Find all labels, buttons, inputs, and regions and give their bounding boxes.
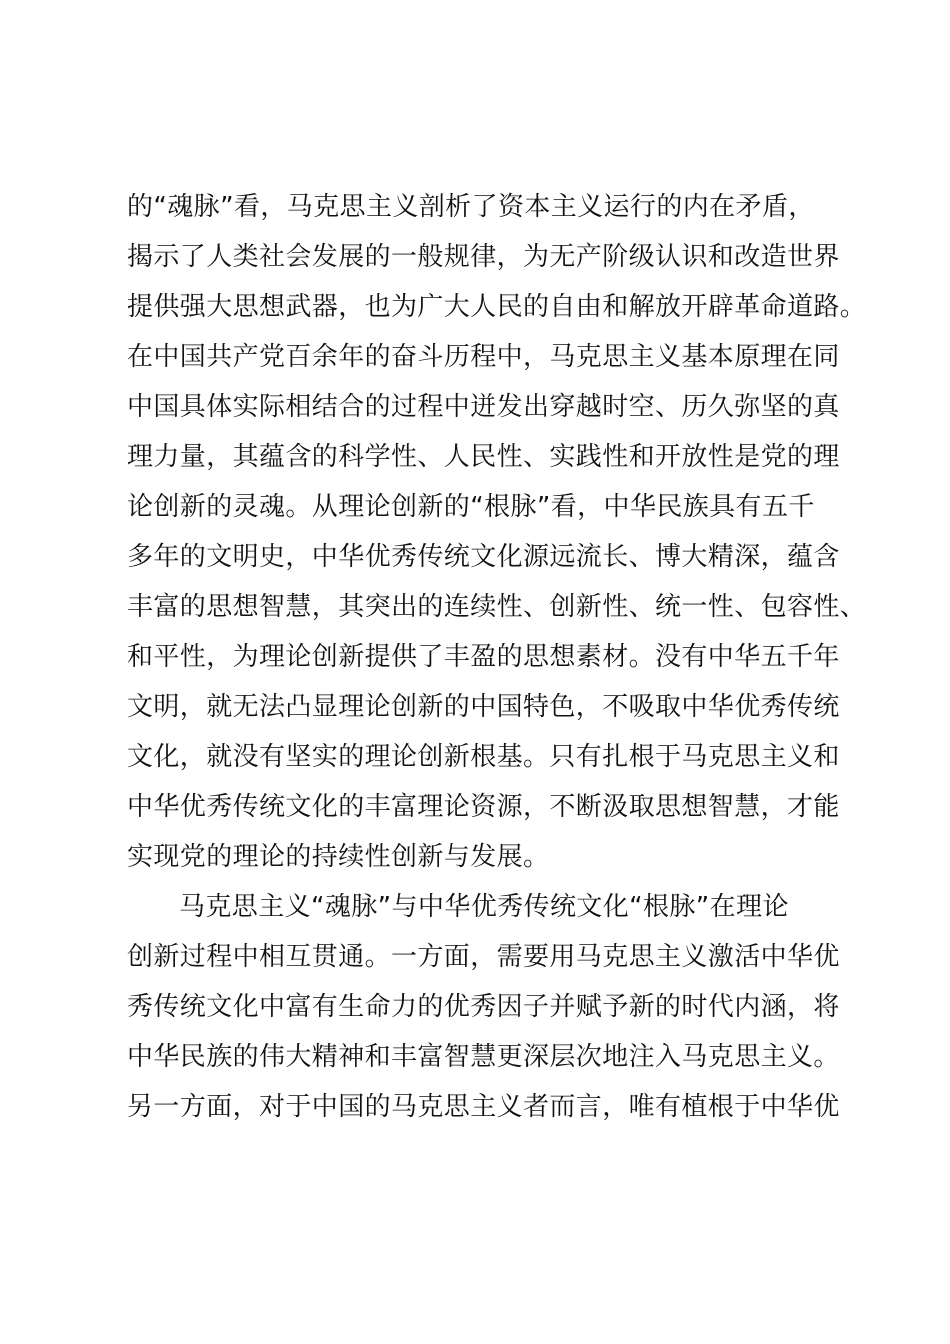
- paragraph-line: 提供强大思想武器，也为广大人民的自由和解放开辟革命道路。: [127, 292, 867, 322]
- paragraph-line: 多年的文明史，中华优秀传统文化源远流长、博大精深，蕴含: [127, 542, 840, 572]
- paragraph-line: 理力量，其蕴含的科学性、人民性、实践性和开放性是党的理: [127, 442, 840, 472]
- paragraph-line: 和平性，为理论创新提供了丰盈的思想素材。没有中华五千年: [127, 642, 840, 672]
- paragraph-line: 秀传统文化中富有生命力的优秀因子并赋予新的时代内涵，将: [127, 992, 840, 1022]
- paragraph-first-line: 马克思主义“魂脉”与中华优秀传统文化“根脉”在理论: [179, 892, 789, 922]
- paragraph-line: 实现党的理论的持续性创新与发展。: [127, 842, 550, 872]
- paragraph-line: 文化，就没有坚实的理论创新根基。只有扎根于马克思主义和: [127, 742, 840, 772]
- paragraph-line: 中华民族的伟大精神和丰富智慧更深层次地注入马克思主义。: [127, 1042, 840, 1072]
- paragraph-continuation: [127, 182, 867, 882]
- paragraph-line: 的“魂脉”看，马克思主义剖析了资本主义运行的内在矛盾，: [127, 192, 815, 222]
- paragraph-line: 文明，就无法凸显理论创新的中国特色，不吸取中华优秀传统: [127, 692, 840, 722]
- paragraph-line: 揭示了人类社会发展的一般规律，为无产阶级认识和改造世界: [127, 242, 840, 272]
- paragraph-line: 丰富的思想智慧，其突出的连续性、创新性、统一性、包容性、: [127, 592, 867, 622]
- paragraph-line: 中华优秀传统文化的丰富理论资源，不断汲取思想智慧，才能: [127, 792, 840, 822]
- paragraph-next: [127, 882, 847, 1132]
- paragraph-line: 在中国共产党百余年的奋斗历程中，马克思主义基本原理在同: [127, 342, 840, 372]
- paragraph-line: 创新过程中相互贯通。一方面，需要用马克思主义激活中华优: [127, 942, 840, 972]
- paragraph-line: 另一方面，对于中国的马克思主义者而言，唯有植根于中华优: [127, 1092, 840, 1122]
- paragraph-line: 中国具体实际相结合的过程中迸发出穿越时空、历久弥坚的真: [127, 392, 840, 422]
- paragraph-line: 论创新的灵魂。从理论创新的“根脉”看，中华民族具有五千: [127, 492, 815, 522]
